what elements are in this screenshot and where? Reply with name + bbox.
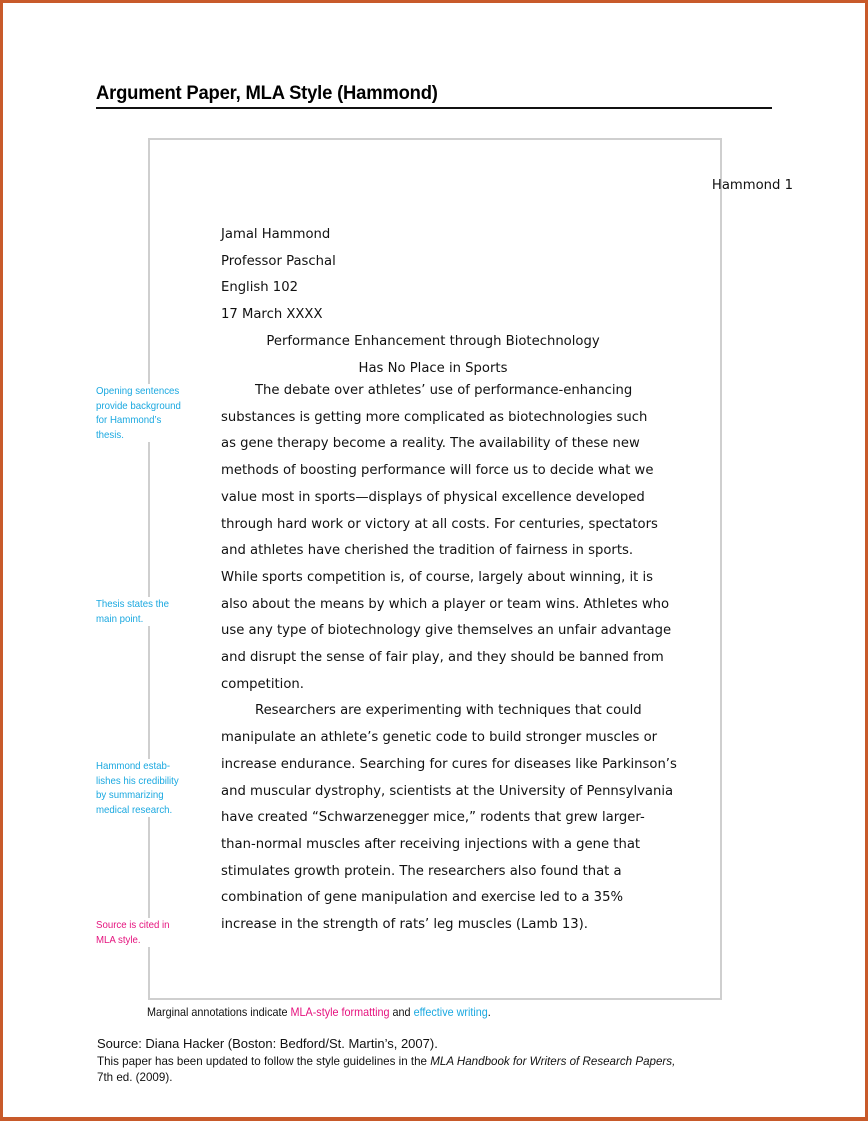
body-line: increase in the strength of rats’ leg muscles (Lamb 13). (221, 917, 588, 932)
annotation-line: provide background (96, 399, 181, 412)
body-line: value most in sports—displays of physical excellence developed (221, 489, 645, 505)
legend-effective-writing: effective writing (413, 1005, 488, 1019)
legend-mla-formatting: MLA-style formatting (290, 1005, 390, 1019)
paper-title-line: Performance Enhancement through Biotechnology (266, 334, 600, 349)
body-line: and disrupt the sense of fair play, and they should be banned from (221, 650, 664, 665)
paper-date: 17 March XXXX (221, 307, 323, 323)
annotation-line: medical research. (96, 803, 173, 816)
annotation-line: main point. (96, 612, 144, 625)
annotation-legend (147, 1005, 491, 1019)
annotation-citation (96, 918, 197, 947)
body-line: have created “Schwarzenegger mice,” rodents that grew larger- (221, 810, 645, 826)
annotation-line: Hammond estab- (96, 760, 171, 772)
body-line: also about the means by which a player or team wins. Athletes who (221, 596, 670, 612)
running-head: Hammond 1 (711, 178, 793, 193)
body-line: than-normal muscles after receiving injections with a gene that (221, 836, 641, 852)
annotation-opening (96, 384, 197, 442)
source-credit: Source: Diana Hacker (Boston: Bedford/St. Martin’s, 2007). (97, 1036, 438, 1051)
annotation-line: Thesis states the (96, 598, 170, 610)
annotation-thesis (96, 597, 197, 626)
legend-text: . (487, 1005, 491, 1019)
update-edition: 7th ed. (2009). (97, 1071, 173, 1084)
annotation-line: thesis. (96, 428, 124, 441)
annotation-line: Opening sentences (96, 385, 180, 397)
course-name: English 102 (221, 280, 298, 296)
body-line: competition. (221, 676, 304, 692)
paper-title-line: Has No Place in Sports (358, 360, 508, 376)
body-line: stimulates growth protein. The researchers also found that a (221, 863, 622, 879)
update-note (97, 1054, 777, 1086)
annotation-line: MLA style. (96, 933, 141, 946)
legend-text: and (389, 1005, 414, 1019)
body-line: and muscular dystrophy, scientists at the University of Pennsylvania (221, 783, 674, 799)
title-rule (96, 107, 772, 109)
body-line: While sports competition is, of course, largely about winning, it is (221, 569, 654, 585)
author-name: Jamal Hammond (221, 227, 331, 242)
body-line: substances is getting more complicated as biotechnologies such (221, 409, 648, 425)
body-line: The debate over athletes’ use of performance-enhancing (255, 383, 633, 398)
body-line: use any type of biotechnology give themselves an unfair advantage (221, 623, 672, 639)
update-text: This paper has been updated to follow the style guidelines in the (97, 1055, 431, 1068)
annotation-line: by summarizing (96, 789, 164, 801)
body-line: and athletes have cherished the tradition of fairness in sports. (221, 543, 634, 559)
annotation-credibility (96, 759, 197, 817)
handbook-title: MLA Handbook for Writers of Research Papers, (430, 1055, 676, 1068)
instructor-name: Professor Paschal (221, 253, 336, 269)
body-line: as gene therapy become a reality. The availability of these new (221, 436, 640, 452)
paper-heading (221, 222, 336, 329)
annotation-line: Source is cited in (96, 919, 170, 931)
annotation-line: for Hammond’s (96, 414, 162, 426)
body-line: combination of gene manipulation and exercise led to a 35% (221, 890, 623, 906)
legend-text: Marginal annotations indicate (147, 1005, 291, 1019)
body-line: methods of boosting performance will force us to decide what we (221, 463, 654, 479)
annotation-line: lishes his credibility (96, 774, 179, 787)
page-title: Argument Paper, MLA Style (Hammond) (96, 83, 438, 104)
body-line: increase endurance. Searching for cures for diseases like Parkinson’s (221, 756, 677, 772)
body-line: manipulate an athlete’s genetic code to build stronger muscles or (221, 730, 658, 746)
paper-title (221, 329, 645, 382)
body-line: through hard work or victory at all costs. For centuries, spectators (221, 516, 658, 532)
body-line: Researchers are experimenting with techniques that could (255, 703, 642, 719)
